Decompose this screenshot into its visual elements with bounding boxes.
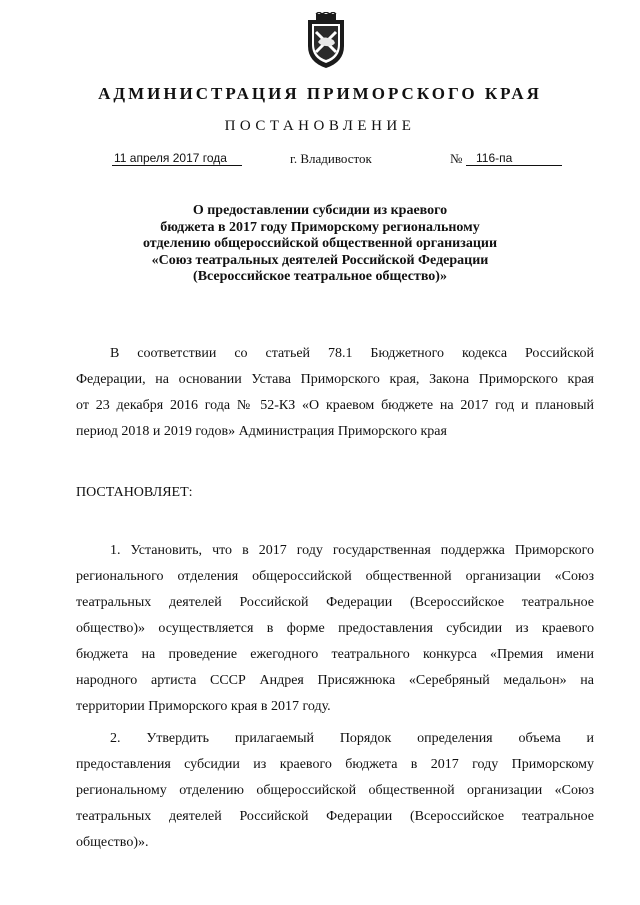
title-line: бюджета в 2017 году Приморскому региональному (160, 219, 480, 235)
title-line: отделению общероссийской общественной организации (142, 236, 498, 252)
paragraph-line: В соответствии со статьей 78.1 Бюджетного кодекса Российской (110, 346, 594, 361)
item-2-paragraph (76, 726, 594, 856)
paragraph-line: территории Приморского края в 2017 году. (76, 699, 331, 714)
paragraph-line: театральных деятелей Российской Федерации (Всероссийское театральное (76, 595, 594, 610)
paragraph-line: от 23 декабря 2016 года № 52-КЗ «О краевом бюджете на 2017 год и плановый (76, 398, 594, 413)
title-line: О предоставлении субсидии из краевого (192, 203, 448, 218)
document-date: 11 апреля 2017 года (112, 151, 242, 166)
resolves-heading (76, 480, 594, 506)
document-title (80, 203, 560, 286)
paragraph-line: предоставления субсидии из краевого бюджета в 2017 году Приморскому (76, 757, 594, 772)
paragraph-line: общество)» осуществляется в форме предоставления субсидии из краевого (76, 621, 594, 636)
document-city: г. Владивосток (290, 151, 372, 166)
title-line: «Союз театральных деятелей Российской Федерации (151, 252, 489, 268)
paragraph-line: 1. Установить, что в 2017 году государственная поддержка Приморского (110, 543, 594, 558)
paragraph-line: народного артиста СССР Андрея Присяжнюка «Серебряный медальон» на (76, 673, 594, 688)
paragraph-line: период 2018 и 2019 годов» Администрация Приморского края (76, 424, 447, 439)
document-type: ПОСТАНОВЛЕНИЕ (224, 118, 416, 134)
coat-of-arms-icon (304, 12, 348, 70)
item-1-paragraph (76, 538, 594, 720)
paragraph-line: бюджета на проведение ежегодного театрального конкурса «Премия имени (76, 647, 594, 662)
document-number: 116-па (466, 151, 562, 166)
resolves-text: ПОСТАНОВЛЯЕТ: (76, 485, 193, 500)
document-number-label: № (450, 151, 463, 166)
paragraph-line: общество)». (76, 835, 149, 850)
paragraph-line: региональному отделению общероссийской общественной организации «Союз (76, 783, 594, 798)
paragraph-line: Федерации, на основании Устава Приморского края, Закона Приморского края (76, 372, 594, 387)
organization-name: АДМИНИСТРАЦИЯ ПРИМОРСКОГО КРАЯ (98, 84, 542, 103)
paragraph-line: театральных деятелей Российской Федерации (Всероссийское театральное (76, 809, 594, 824)
title-line: (Всероссийское театральное общество)» (193, 269, 447, 285)
paragraph-line: регионального отделения общероссийской общественной организации «Союз (76, 569, 594, 584)
preamble-paragraph (76, 341, 594, 445)
paragraph-line: 2. Утвердить прилагаемый Порядок определения объема и (110, 731, 594, 746)
